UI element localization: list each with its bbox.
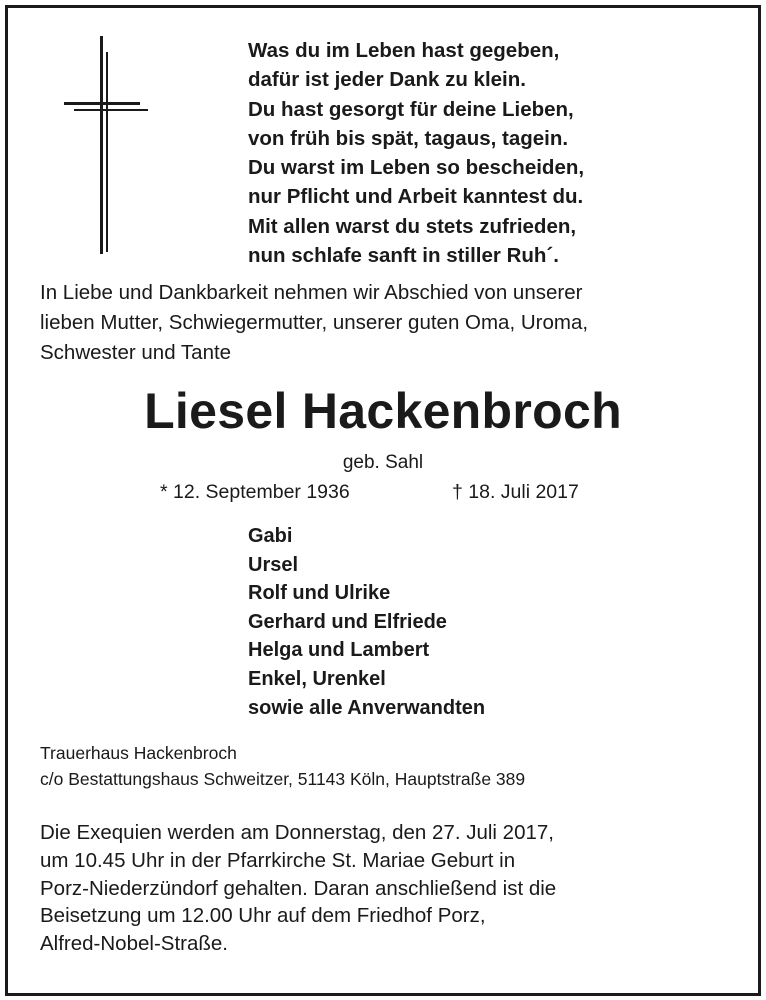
intro-line: In Liebe und Dankbarkeit nehmen wir Abschied von unserer [40, 281, 583, 304]
poem-line: dafür ist jeder Dank zu klein. [248, 68, 526, 92]
poem-line: Du hast gesorgt für deine Lieben, [248, 97, 574, 121]
service-line: Die Exequien werden am Donnerstag, den 27. Juli 2017, [40, 821, 554, 844]
mourner: Gerhard und Elfriede [248, 610, 447, 633]
poem-line: Mit allen warst du stets zufrieden, [248, 214, 577, 238]
poem-line: nun schlafe sanft in stiller Ruh´. [248, 244, 559, 268]
maiden-name: geb. Sahl [342, 452, 424, 473]
poem-line: Du warst im Leben so bescheiden, [248, 156, 585, 180]
mourning-house-address [40, 741, 525, 792]
service-line: Beisetzung um 12.00 Uhr auf dem Friedhof Porz, [40, 904, 486, 928]
mourners-list [248, 522, 485, 722]
intro-line: Schwester und Tante [40, 341, 232, 364]
mourner: Ursel [248, 553, 299, 576]
deceased-name: Liesel Hackenbroch [144, 383, 622, 439]
poem-line: nur Pflicht und Arbeit kanntest du. [248, 185, 584, 209]
poem-line: von früh bis spät, tagaus, tagein. [248, 126, 569, 150]
service-details [40, 819, 556, 958]
service-line: um 10.45 Uhr in der Pfarrkirche St. Mariae Geburt in [40, 848, 516, 872]
cross-icon [60, 36, 152, 256]
poem [248, 36, 584, 270]
address-line: c/o Bestattungshaus Schweitzer, 51143 Köln, Hauptstraße 389 [40, 768, 526, 789]
mourner: Gabi [248, 525, 293, 547]
death-date: † 18. Juli 2017 [452, 481, 579, 503]
service-line: Alfred-Nobel-Straße. [40, 932, 228, 956]
address-line: Trauerhaus Hackenbroch [40, 743, 237, 763]
intro-line: lieben Mutter, Schwiegermutter, unserer guten Oma, Uroma, [40, 311, 589, 334]
mourner: Helga und Lambert [248, 639, 430, 662]
mourner: Enkel, Urenkel [248, 667, 386, 690]
poem-line: Was du im Leben hast gegeben, [248, 39, 560, 62]
mourner: sowie alle Anverwandten [248, 696, 486, 719]
mourner: Rolf und Ulrike [248, 582, 391, 605]
intro-text [40, 278, 720, 368]
service-line: Porz-Niederzündorf gehalten. Daran anschließend ist die [40, 876, 557, 900]
birth-date: * 12. September 1936 [160, 481, 350, 503]
